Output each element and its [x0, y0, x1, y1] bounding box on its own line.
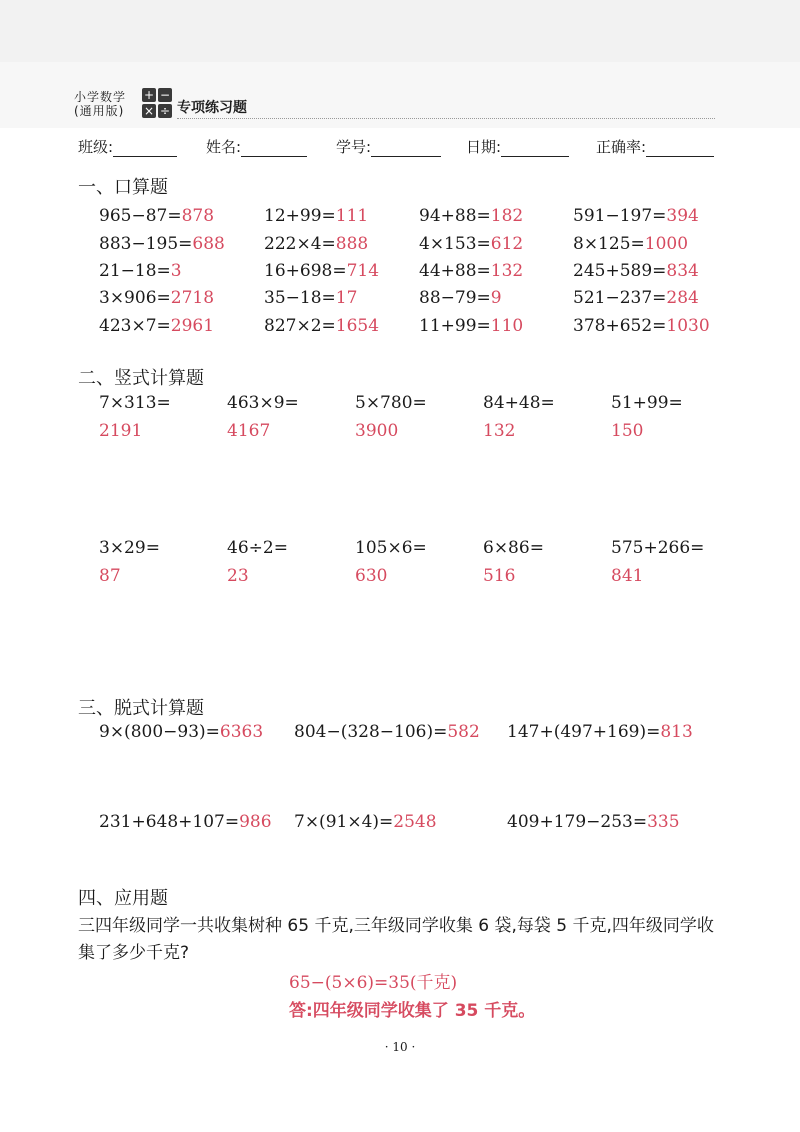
name-field	[206, 136, 307, 157]
word-problem-text: 三四年级同学一共收集树种 65 千克,三年级同学收集 6 袋,每袋 5 千克,四年级同学收集了多少千克?	[78, 916, 714, 963]
oral-problem: 965−87=878	[99, 206, 215, 226]
vertical-answer: 841	[611, 566, 644, 586]
stepwise-problem: 7×(91×4)=2548	[294, 812, 437, 832]
oral-problem: 245+589=834	[573, 261, 699, 281]
id-blank[interactable]	[371, 140, 441, 157]
vertical-problem: 7×313=	[99, 393, 171, 413]
oral-problem: 8×125=1000	[573, 234, 689, 254]
section-vertical-title: 二、竖式计算题	[78, 368, 204, 389]
stepwise-problem: 231+648+107=986	[99, 812, 272, 832]
oral-problem: 21−18=3	[99, 261, 182, 281]
oral-problem: 35−18=17	[264, 288, 358, 308]
word-problem-equation: 65−(5×6)=35(千克)	[289, 973, 458, 993]
accuracy-field	[596, 136, 714, 157]
oral-problem: 44+88=132	[419, 261, 524, 281]
vertical-answer: 150	[611, 421, 644, 441]
vertical-answer: 23	[227, 566, 249, 586]
section-oral-title: 一、口算题	[78, 177, 168, 198]
vertical-problem: 84+48=	[483, 393, 555, 413]
times-icon: ×	[143, 104, 155, 118]
oral-problem: 827×2=1654	[264, 316, 380, 336]
oral-problem: 423×7=2961	[99, 316, 215, 336]
book-title-line2: (通用版)	[74, 104, 125, 118]
vertical-problem: 51+99=	[611, 393, 683, 413]
minus-icon: −	[159, 88, 171, 102]
vertical-answer: 630	[355, 566, 388, 586]
stepwise-problem: 804−(328−106)=582	[294, 722, 480, 742]
oral-problem: 3×906=2718	[99, 288, 215, 308]
book-title-line1: 小学数学	[74, 90, 127, 104]
vertical-answer: 516	[483, 566, 516, 586]
vertical-problem: 3×29=	[99, 538, 160, 558]
section-stepwise-title: 三、脱式计算题	[78, 698, 204, 719]
header-divider	[177, 118, 715, 119]
vertical-problem: 5×780=	[355, 393, 427, 413]
name-blank[interactable]	[241, 140, 307, 157]
series-title: 专项练习题	[177, 100, 247, 116]
date-blank[interactable]	[501, 140, 569, 157]
divide-icon: ÷	[159, 104, 171, 118]
accuracy-label: 正确率:	[596, 138, 647, 156]
oral-problem: 16+698=714	[264, 261, 380, 281]
id-label: 学号:	[336, 138, 372, 156]
vertical-problem: 46÷2=	[227, 538, 288, 558]
vertical-answer: 3900	[355, 421, 399, 441]
section-word-title: 四、应用题	[78, 888, 168, 909]
page-number: · 10 ·	[384, 1040, 416, 1054]
oral-problem: 222×4=888	[264, 234, 369, 254]
id-field	[336, 136, 441, 157]
word-problem-answer: 答:四年级同学收集了 35 千克。	[289, 1001, 536, 1021]
page-top-band	[0, 0, 800, 62]
stepwise-problem: 147+(497+169)=813	[507, 722, 693, 742]
class-blank[interactable]	[113, 140, 177, 157]
oral-problem: 591−197=394	[573, 206, 699, 226]
class-label: 班级:	[78, 138, 114, 156]
oral-problem: 521−237=284	[573, 288, 699, 308]
operators-icon	[142, 88, 172, 118]
oral-problem: 12+99=111	[264, 206, 369, 226]
oral-problem: 378+652=1030	[573, 316, 710, 336]
stepwise-problem: 9×(800−93)=6363	[99, 722, 264, 742]
oral-problem: 4×153=612	[419, 234, 524, 254]
vertical-problem: 575+266=	[611, 538, 705, 558]
vertical-problem: 6×86=	[483, 538, 544, 558]
book-title	[74, 90, 126, 118]
plus-icon: +	[143, 88, 155, 102]
oral-problem: 11+99=110	[419, 316, 524, 336]
vertical-answer: 2191	[99, 421, 143, 441]
oral-problem: 883−195=688	[99, 234, 225, 254]
vertical-answer: 87	[99, 566, 121, 586]
name-label: 姓名:	[206, 138, 242, 156]
accuracy-blank[interactable]	[646, 140, 714, 157]
stepwise-problem: 409+179−253=335	[507, 812, 680, 832]
oral-problem: 88−79=9	[419, 288, 502, 308]
oral-problem: 94+88=182	[419, 206, 524, 226]
student-info-row	[78, 136, 738, 160]
vertical-problem: 463×9=	[227, 393, 299, 413]
date-field	[466, 136, 569, 157]
date-label: 日期:	[466, 138, 502, 156]
class-field	[78, 136, 177, 157]
vertical-answer: 4167	[227, 421, 271, 441]
vertical-problem: 105×6=	[355, 538, 427, 558]
vertical-answer: 132	[483, 421, 516, 441]
